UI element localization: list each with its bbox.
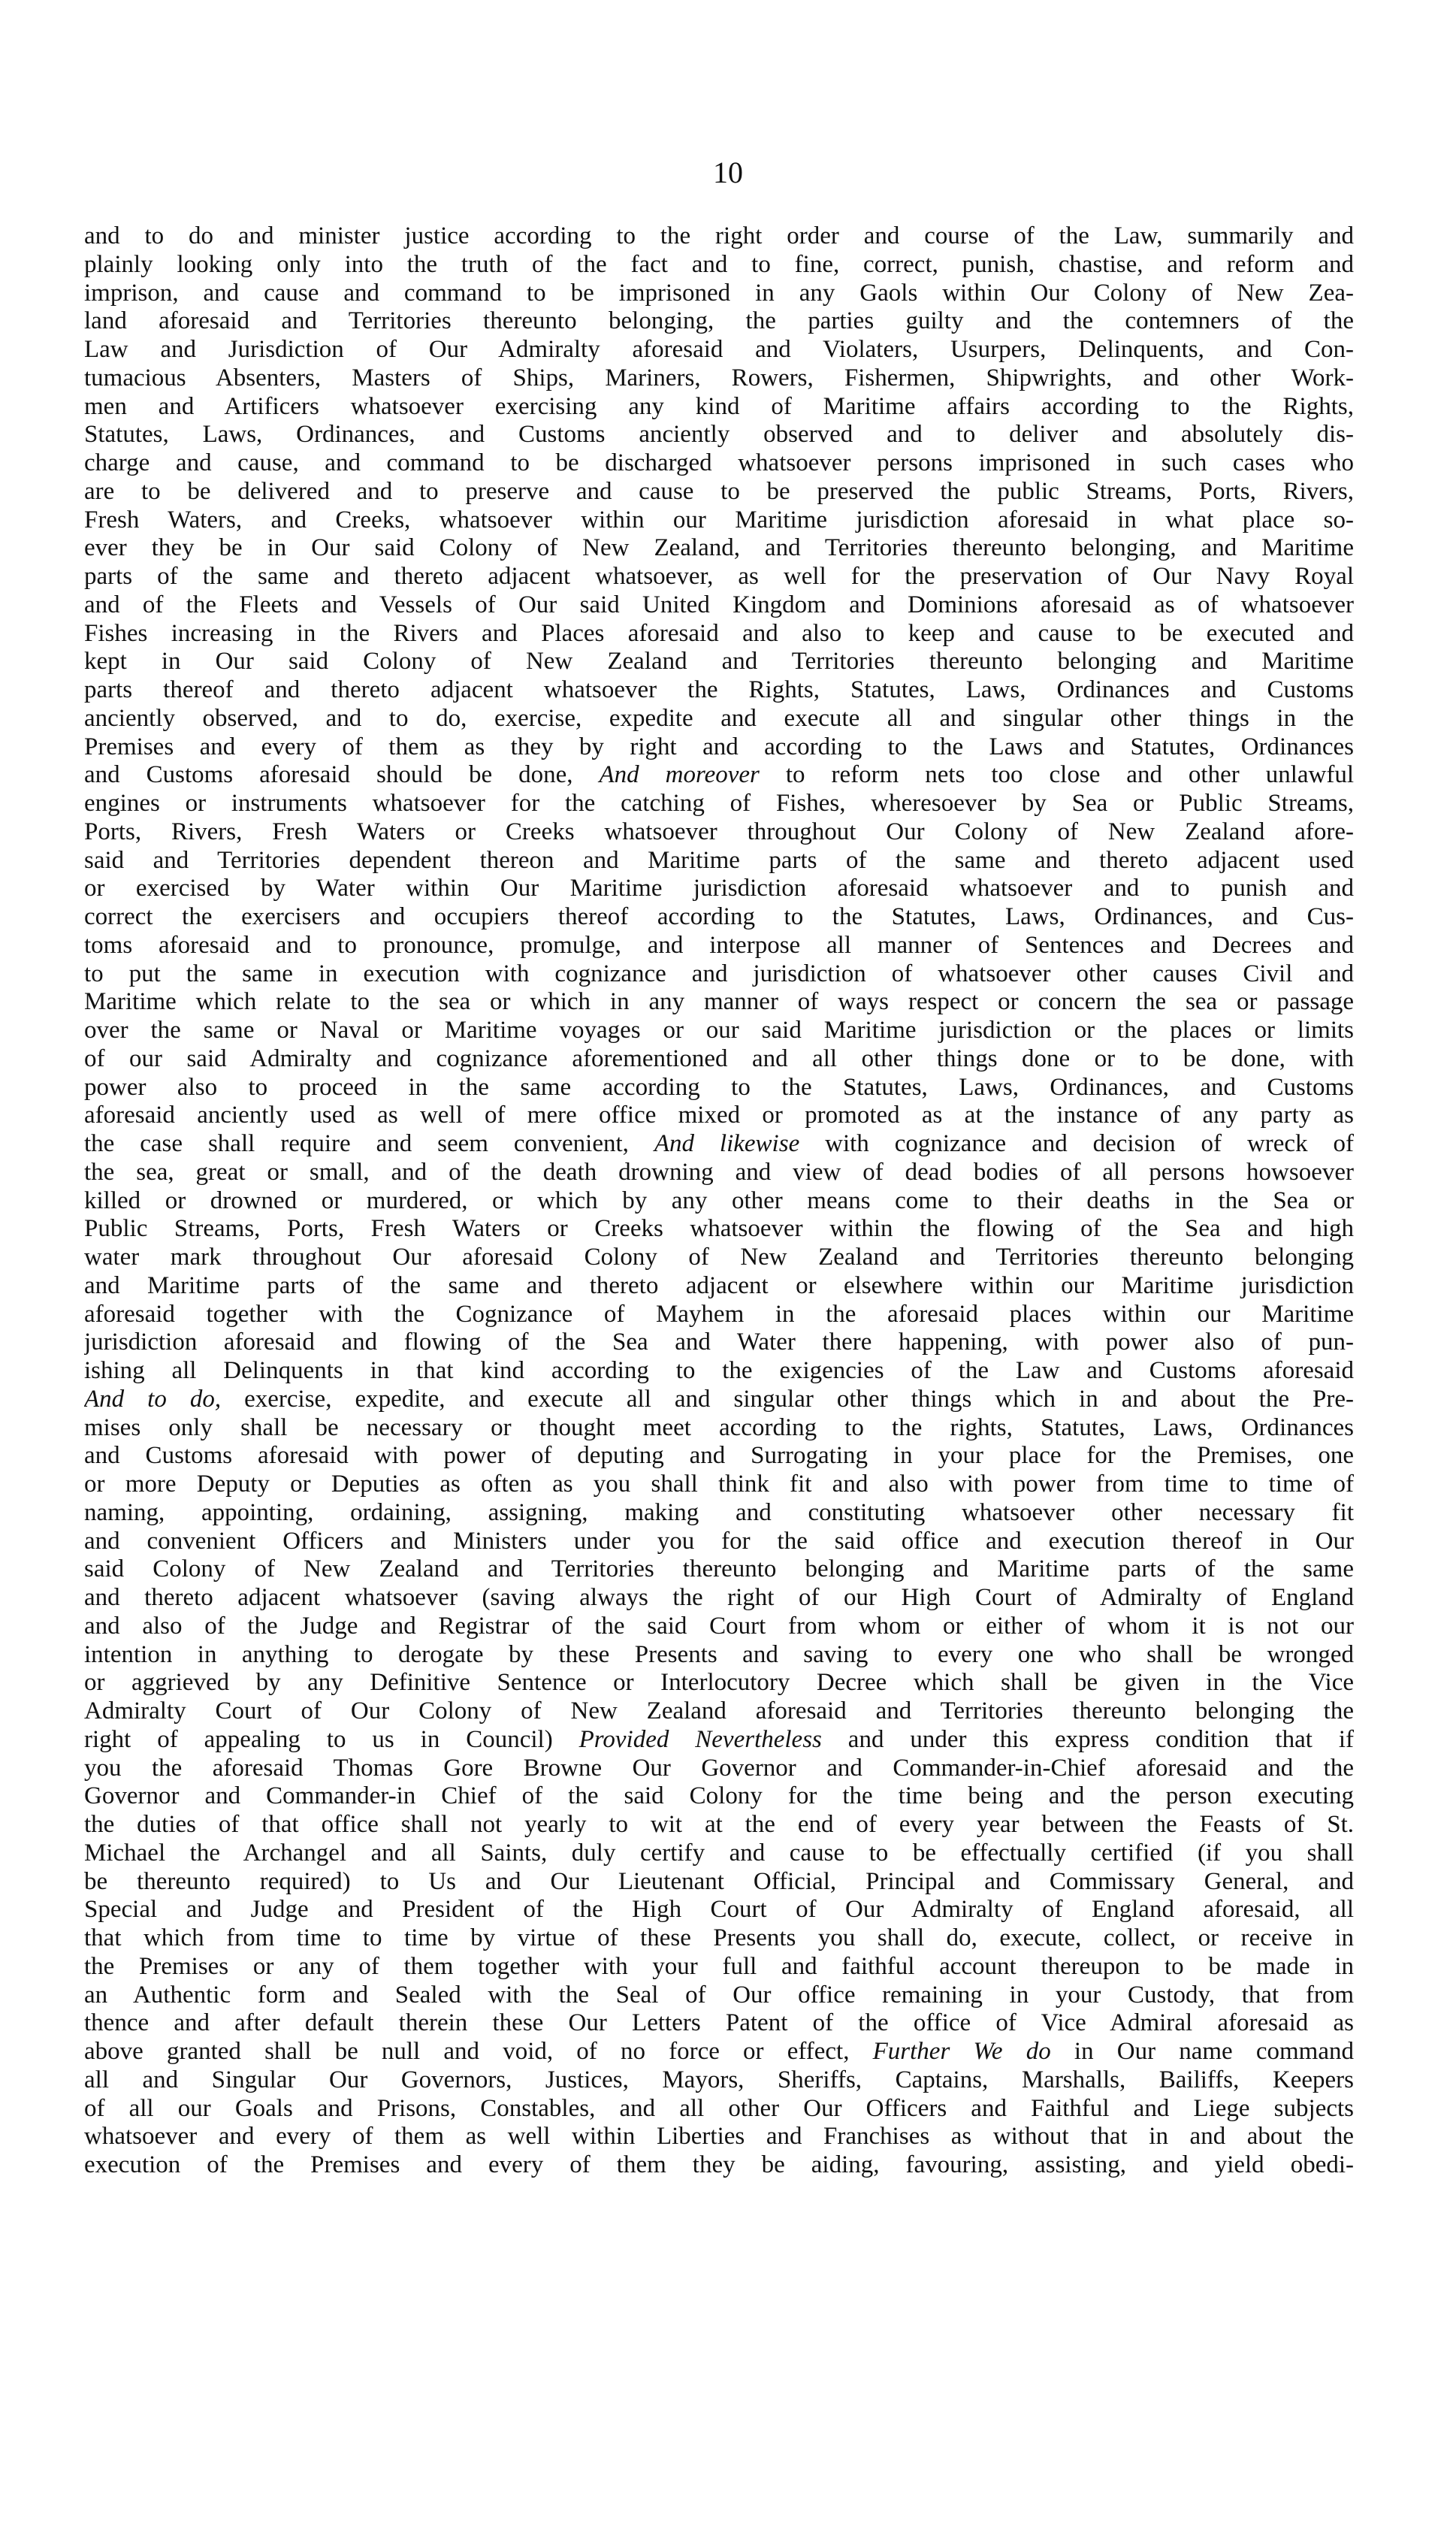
- text-line: parts thereof and thereto adjacent whatsoever the Rights, Statutes, Laws, Ordinances and Customs: [84, 676, 1354, 703]
- text-line: toms aforesaid and to pronounce, promulge, and interpose all manner of Sentences and Decrees and: [84, 931, 1354, 959]
- page-number: 10: [713, 156, 743, 189]
- text-line: thence and after default therein these Our Letters Patent of the office of Vice Admiral aforesaid as: [84, 2009, 1354, 2037]
- text-line: whatsoever and every of them as well within Liberties and Franchises as without that in and about the: [84, 2123, 1354, 2151]
- text-line: are to be delivered and to preserve and cause to be preserved the public Streams, Ports, Rivers,: [84, 477, 1354, 505]
- text-line: Maritime which relate to the sea or which in any manner of ways respect or concern the sea or passage: [84, 988, 1354, 1016]
- text-line: jurisdiction aforesaid and flowing of the Sea and Water there happening, with power also of pun-: [84, 1329, 1354, 1356]
- text-line: Fishes increasing in the Rivers and Places aforesaid and also to keep and cause to be executed and: [84, 619, 1354, 647]
- text-line: charge and cause, and command to be discharged whatsoever persons imprisoned in such cases who: [84, 449, 1354, 476]
- text-line: men and Artificers whatsoever exercising any kind of Maritime affairs according to the Rights,: [84, 392, 1354, 420]
- text-line: be thereunto required) to Us and Our Lieutenant Official, Principal and Commissary General, and: [84, 1867, 1354, 1895]
- text-line: to put the same in execution with cognizance and jurisdiction of whatsoever other causes Civil and: [84, 960, 1354, 987]
- text-line: and to do and minister justice according to the right order and course of the Law, summarily and: [84, 222, 1354, 249]
- text-line: Michael the Archangel and all Saints, duly certify and cause to be effectually certified (if you shall: [84, 1839, 1354, 1867]
- text-line: Premises and every of them as they by right and according to the Laws and Statutes, Ordinances: [84, 733, 1354, 760]
- text-line: the Premises or any of them together with your full and faithful account thereupon to be made in: [84, 1952, 1354, 1980]
- text-line: and also of the Judge and Registrar of the said Court from whom or either of whom it is not our: [84, 1612, 1354, 1640]
- text-line: tumacious Absenters, Masters of Ships, Mariners, Rowers, Fishermen, Shipwrights, and other Work-: [84, 364, 1354, 391]
- text-line: aforesaid anciently used as well of mere office mixed or promoted as at the instance of any party as: [84, 1102, 1354, 1129]
- text-line: Special and Judge and President of the High Court of Our Admiralty of England aforesaid, all: [84, 1896, 1354, 1924]
- text-line: you the aforesaid Thomas Gore Browne Our Governor and Commander-in-Chief aforesaid and the: [84, 1754, 1354, 1782]
- text-line: Ports, Rivers, Fresh Waters or Creeks whatsoever throughout Our Colony of New Zealand afore-: [84, 818, 1354, 845]
- text-line: or exercised by Water within Our Maritime jurisdiction aforesaid whatsoever and to punish and: [84, 875, 1354, 902]
- text-line: said Colony of New Zealand and Territories thereunto belonging and Maritime parts of the same: [84, 1555, 1354, 1583]
- text-line: plainly looking only into the truth of the fact and to fine, correct, punish, chastise, and reform and: [84, 250, 1354, 278]
- text-line: kept in Our said Colony of New Zealand and Territories thereunto belonging and Maritime: [84, 648, 1354, 676]
- text-line: engines or instruments whatsoever for the catching of Fishes, wheresoever by Sea or Public Streams,: [84, 790, 1354, 817]
- text-line: naming, appointing, ordaining, assigning, making and constituting whatsoever other necessary fit: [84, 1498, 1354, 1526]
- italic-phrase: And moreover: [599, 761, 760, 789]
- text-line: killed or drowned or murdered, or which by any other means come to their deaths in the Sea or: [84, 1186, 1354, 1214]
- text-line: and convenient Officers and Ministers under you for the said office and execution thereof in Our: [84, 1527, 1354, 1555]
- text-line: land aforesaid and Territories thereunto belonging, the parties guilty and the contemners of the: [84, 307, 1354, 335]
- text-line: Law and Jurisdiction of Our Admiralty aforesaid and Violaters, Usurpers, Delinquents, and Con-: [84, 336, 1354, 363]
- text-line: of all our Goals and Prisons, Constables, and all other Our Officers and Faithful and Liege subjects: [84, 2094, 1354, 2122]
- text-line: execution of the Premises and every of them they be aiding, favouring, assisting, and yield obedi-: [84, 2151, 1354, 2178]
- text-line: Public Streams, Ports, Fresh Waters or Creeks whatsoever within the flowing of the Sea and high: [84, 1215, 1354, 1243]
- text-line: the sea, great or small, and of the death drowning and view of dead bodies of all persons howsoever: [84, 1158, 1354, 1186]
- text-line: that which from time to time by virtue of these Presents you shall do, execute, collect, or receive in: [84, 1924, 1354, 1951]
- italic-phrase: Provided Nevertheless: [578, 1725, 822, 1753]
- text-line: And to do, exercise, expedite, and execute all and singular other things which in and about the Pre-: [84, 1385, 1354, 1413]
- text-line: and Customs aforesaid with power of deputing and Surrogating in your place for the Premises, one: [84, 1442, 1354, 1470]
- text-line: of our said Admiralty and cognizance aforementioned and all other things done or to be done, with: [84, 1044, 1354, 1072]
- text-line: ishing all Delinquents in that kind according to the exigencies of the Law and Customs aforesaid: [84, 1357, 1354, 1384]
- text-line: parts of the same and thereto adjacent whatsoever, as well for the preservation of Our Navy Royal: [84, 563, 1354, 590]
- text-line: anciently observed, and to do, exercise, expedite and execute all and singular other things in the: [84, 704, 1354, 732]
- text-line: correct the exercisers and occupiers thereof according to the Statutes, Laws, Ordinances, and Cus-: [84, 903, 1354, 930]
- text-line: above granted shall be null and void, of no force or effect, Further We do in Our name command: [84, 2038, 1354, 2065]
- text-line: intention in anything to derogate by these Presents and saving to every one who shall be wronged: [84, 1640, 1354, 1668]
- text-line: and thereto adjacent whatsoever (saving always the right of our High Court of Admiralty of England: [84, 1584, 1354, 1611]
- text-line: the case shall require and seem convenient, And likewise with cognizance and decision of wreck of: [84, 1130, 1354, 1157]
- text-line: right of appealing to us in Council) Provided Nevertheless and under this express condition that if: [84, 1725, 1354, 1753]
- text-line: and of the Fleets and Vessels of Our said United Kingdom and Dominions aforesaid as of whatsoever: [84, 591, 1354, 618]
- text-line: imprison, and cause and command to be imprisoned in any Gaols within Our Colony of New Zea-: [84, 279, 1354, 307]
- text-line: ever they be in Our said Colony of New Zealand, and Territories thereunto belonging, and Maritime: [84, 534, 1354, 562]
- text-line: and Customs aforesaid should be done, And moreover to reform nets too close and other unlawful: [84, 761, 1354, 789]
- text-line: or aggrieved by any Definitive Sentence or Interlocutory Decree which shall be given in the Vice: [84, 1669, 1354, 1697]
- text-line: or more Deputy or Deputies as often as you shall think fit and also with power from time to time of: [84, 1471, 1354, 1498]
- text-line: Fresh Waters, and Creeks, whatsoever within our Maritime jurisdiction aforesaid in what place so-: [84, 506, 1354, 534]
- text-line: mises only shall be necessary or thought meet according to the rights, Statutes, Laws, Ordinances: [84, 1413, 1354, 1441]
- text-line: said and Territories dependent thereon and Maritime parts of the same and thereto adjacent used: [84, 846, 1354, 874]
- italic-phrase: And likewise: [654, 1130, 800, 1157]
- text-line: power also to proceed in the same according to the Statutes, Laws, Ordinances, and Customs: [84, 1073, 1354, 1101]
- text-line: the duties of that office shall not yearly to wit at the end of every year between the Feasts of St.: [84, 1811, 1354, 1838]
- text-line: all and Singular Our Governors, Justices, Mayors, Sheriffs, Captains, Marshalls, Bailiffs, Keepers: [84, 2066, 1354, 2093]
- italic-phrase: And to do,: [84, 1385, 222, 1413]
- body-text: [84, 222, 1354, 2180]
- text-line: aforesaid together with the Cognizance of Mayhem in the aforesaid places within our Maritime: [84, 1300, 1354, 1328]
- text-line: and Maritime parts of the same and thereto adjacent or elsewhere within our Maritime jurisdiction: [84, 1271, 1354, 1299]
- text-line: water mark throughout Our aforesaid Colony of New Zealand and Territories thereunto belonging: [84, 1244, 1354, 1271]
- text-line: Statutes, Laws, Ordinances, and Customs anciently observed and to deliver and absolutely dis-: [84, 421, 1354, 449]
- text-line: over the same or Naval or Maritime voyages or our said Maritime jurisdiction or the places or limits: [84, 1017, 1354, 1044]
- italic-phrase: Further We do: [872, 2038, 1051, 2065]
- text-line: Admiralty Court of Our Colony of New Zealand aforesaid and Territories thereunto belonging the: [84, 1697, 1354, 1724]
- text-line: an Authentic form and Sealed with the Seal of Our office remaining in your Custody, that from: [84, 1981, 1354, 2009]
- text-line: Governor and Commander-in Chief of the said Colony for the time being and the person executing: [84, 1782, 1354, 1810]
